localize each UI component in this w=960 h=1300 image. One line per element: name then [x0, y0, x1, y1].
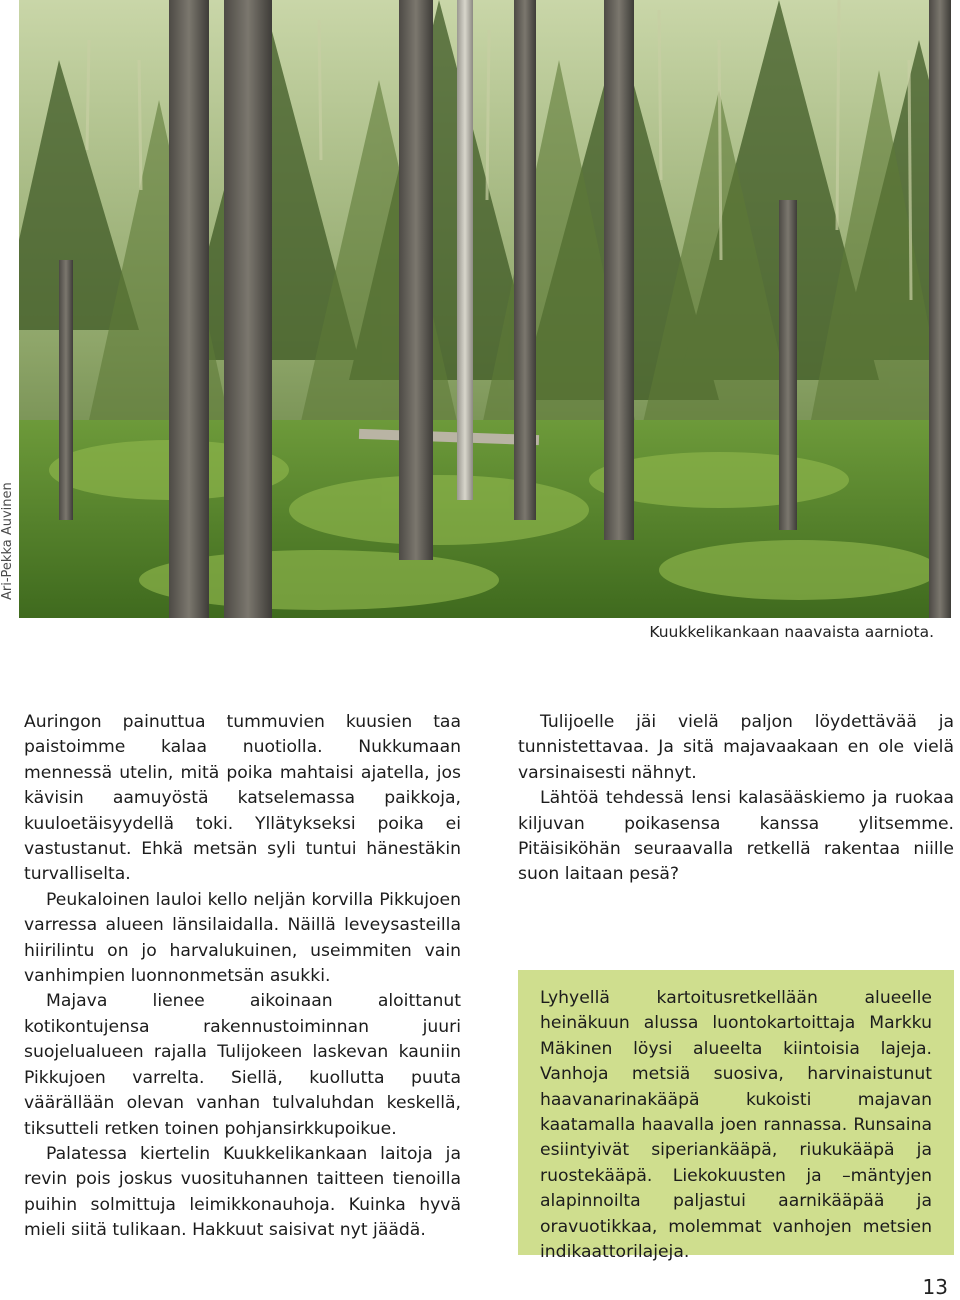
forest-illustration [19, 0, 951, 618]
paragraph: Auringon painuttua tummuvien kuusien taa paistoimme kalaa nuotiolla. Nukkumaan mennessä utelin, mitä poika mahtaisi ajatella, jos kävisin aamuyöstä katselemassa paikkoja, kuuloetäisyydellä toki. Yllätykseksi poika ei vastustanut. Ehkä metsän syli tuntui hänestäkin turvalliselta. [24, 712, 461, 885]
paragraph: Peukaloinen lauloi kello neljän korvilla Pikkujoen varressa alueen länsilaidalla. Näillä leveysasteilla hiirilintu on jo harvalukuinen, useimmiten vain vanhimpien luonnonmetsän asukki. [24, 889, 461, 987]
paragraph: Tulijoelle jäi vielä paljon löydettävää ja tunnistettavaa. Ja sitä majavaakaan en ole vielä varsinaisesti nähnyt. [518, 712, 954, 783]
right-column [518, 710, 954, 888]
info-box-text: Lyhyellä kartoitusretkellään alueelle heinäkuun alussa luontokartoittaja Markku Mäkinen löysi alueelta kiintoisia lajeja. Vanhoja metsiä suosiva, harvinaistunut haavanarinakääpä kukoisti majavan kaatamalla haavalla joen rannassa. Runsaina esiintyivät siperiankääpä, riukukääpä ja ruostekääpä. Liekokuusten ja –mäntyjen alapinnoilta paljastui aarnikääpää ja oravuotikkaa, molemmat vanhojen metsien indikaattorilajeja. [540, 988, 932, 1263]
forest-photo [19, 0, 951, 618]
paragraph: Palatessa kiertelin Kuukkelikankaan laitoja ja revin pois joskus vuosituhannen taitteen tienoilla puihin solmittuja leimikkonauhoja. Kuinka hyvä mieli siitä tulikaan. Hakkuut saisivat nyt jäädä. [24, 1143, 461, 1241]
photo-credit: Ari-Pekka Auvinen [0, 482, 15, 600]
paragraph: Lähtöä tehdessä lensi kalasääskiemo ja ruokaa kiljuvan poikasensa kanssa ylitsemme. Pitäisiköhän seuraavalla retkellä rakentaa niille suon laitaan pesä? [518, 788, 954, 885]
paragraph: Majava lienee aikoinaan aloittanut kotikontujensa rakennustoiminnan juuri suojelualueen rajalla Tulijokeen laskevan kauniin Pikkujoen varrelta. Siellä, kuollutta puuta väärällään olevan vanhan tulvaluhdan keskellä, tiksutteli retken toinen pohjansirkkupoikue. [24, 991, 461, 1139]
info-box [518, 970, 954, 1263]
page-number: 13 [922, 1275, 948, 1299]
photo-caption: Kuukkelikankaan naavaista aarniota. [649, 623, 934, 641]
left-column [24, 710, 461, 1244]
